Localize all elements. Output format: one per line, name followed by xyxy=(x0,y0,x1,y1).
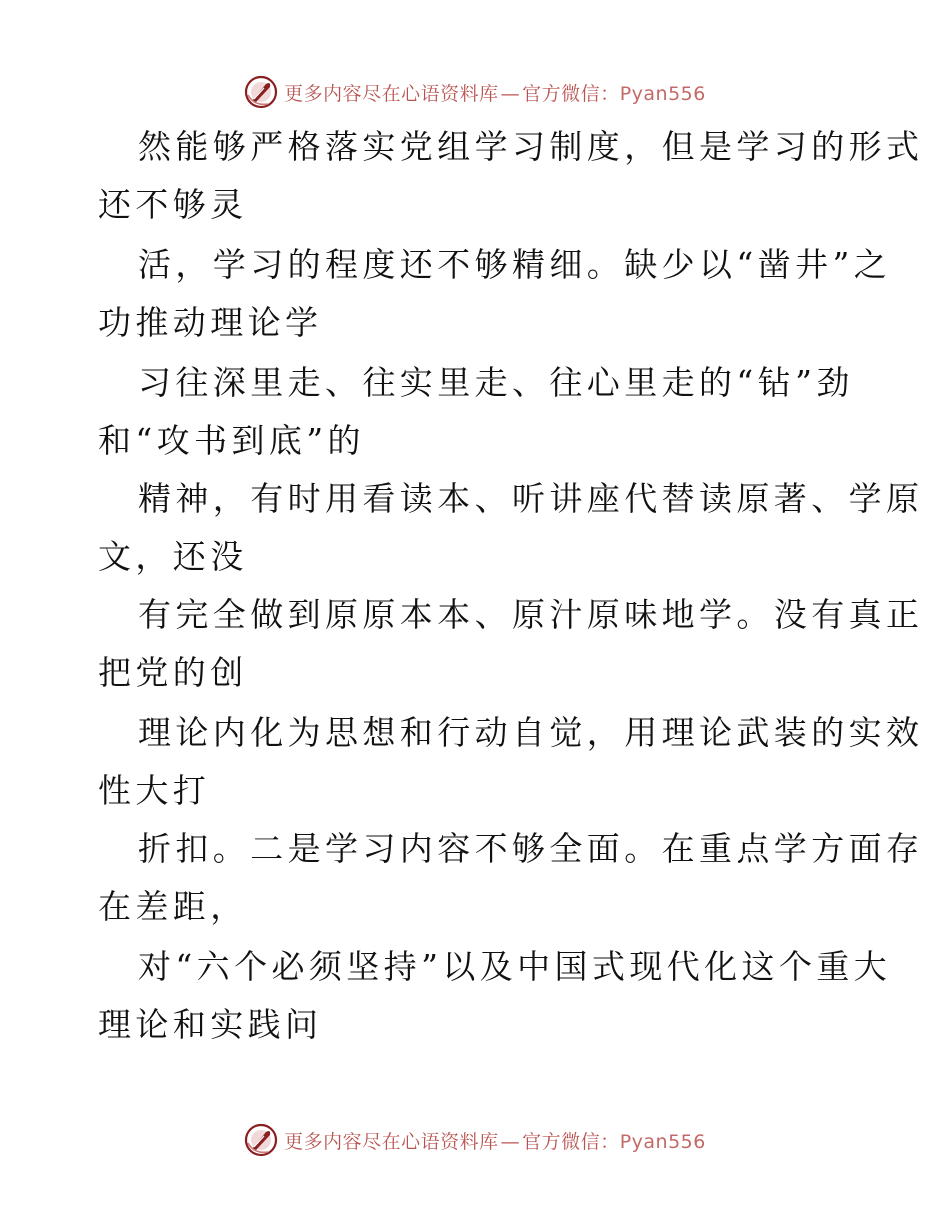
text-line: 理论和实践问 xyxy=(98,1005,323,1044)
banner-separator: — xyxy=(500,82,521,105)
text-line: 性大打 xyxy=(98,771,211,810)
wechat-id: Pyan556 xyxy=(619,1130,706,1153)
text-line: 还不够灵 xyxy=(98,185,248,224)
text-line: 然能够严格落实党组学习制度，但是学习的形式 xyxy=(138,127,924,166)
quill-emblem-icon xyxy=(244,75,278,109)
text-line: 文，还没 xyxy=(98,537,248,576)
wechat-label: 官方微信： xyxy=(522,1130,620,1153)
banner-text xyxy=(284,79,706,106)
text-line: 理论内化为思想和行动自觉，用理论武装的实效 xyxy=(138,713,924,752)
text-line: 和“攻书到底”的 xyxy=(98,421,365,460)
text-line: 精神，有时用看读本、听讲座代替读原著、学原 xyxy=(138,479,924,518)
brand-text: 更多内容尽在心语资料库 xyxy=(284,82,499,105)
header-banner xyxy=(0,72,950,112)
text-line: 功推动理论学 xyxy=(98,303,323,342)
wechat-id: Pyan556 xyxy=(619,82,706,105)
banner-text xyxy=(284,1127,706,1154)
text-line: 活，学习的程度还不够精细。缺少以“凿井”之 xyxy=(138,245,892,284)
footer-banner xyxy=(0,1120,950,1160)
text-line: 有完全做到原原本本、原汁原味地学。没有真正 xyxy=(138,595,924,634)
wechat-label: 官方微信： xyxy=(522,82,620,105)
quill-emblem-icon xyxy=(244,1123,278,1157)
text-line: 对“六个必须坚持”以及中国式现代化这个重大 xyxy=(138,947,892,986)
brand-text: 更多内容尽在心语资料库 xyxy=(284,1130,499,1153)
banner-separator: — xyxy=(500,1130,521,1153)
text-line: 在差距， xyxy=(98,887,248,926)
text-line: 折扣。二是学习内容不够全面。在重点学方面存 xyxy=(138,829,924,868)
text-line: 把党的创 xyxy=(98,653,248,692)
text-line: 习往深里走、往实里走、往心里走的“钻”劲 xyxy=(138,363,854,402)
